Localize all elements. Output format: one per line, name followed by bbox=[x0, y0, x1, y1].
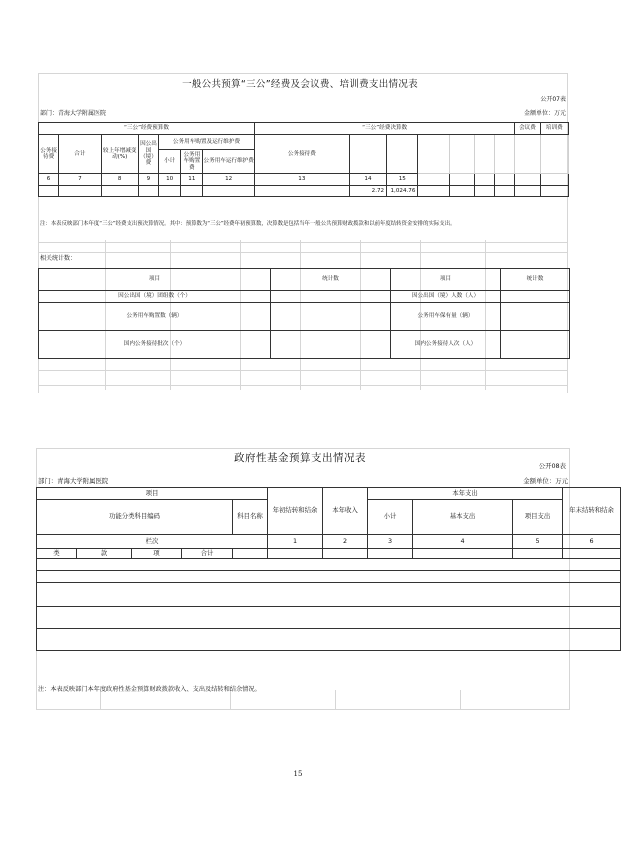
col-training: 培训费 bbox=[540, 123, 568, 135]
group-final: “三公”经费决算数 bbox=[254, 123, 514, 135]
page-number: 15 bbox=[293, 770, 303, 778]
stats-item: 国内公务接待批次（个） bbox=[39, 331, 271, 359]
num-cell: 1 bbox=[268, 535, 323, 549]
num-cell: 10 bbox=[159, 174, 181, 186]
stats-item: 因公出国（境）人数（人） bbox=[391, 291, 501, 303]
num-cell: 6 bbox=[563, 535, 621, 549]
stats-head-num: 统计数 bbox=[271, 269, 391, 291]
stats-item: 公务用车购置数（辆） bbox=[39, 303, 271, 331]
num-cell: 8 bbox=[101, 174, 138, 186]
h-start: 年初结转和结余 bbox=[268, 488, 323, 535]
num-cell: 3 bbox=[368, 535, 413, 549]
num-cell: 11 bbox=[181, 174, 203, 186]
table7-unit: 金额单位：万元 bbox=[523, 110, 566, 117]
h-project: 项目 bbox=[37, 488, 268, 500]
h-income: 本年收入 bbox=[323, 488, 368, 535]
col-vehicle-group: 公务用车购置及运行维护费 bbox=[159, 135, 255, 150]
stats-head-item: 项目 bbox=[39, 269, 271, 291]
table8-note: 注：本表反映部门本年度政府性基金预算财政拨款收入、支出及结转和结余情况。 bbox=[38, 686, 261, 693]
stats-label: 相关统计数： bbox=[40, 255, 77, 262]
stats-head-num: 统计数 bbox=[501, 269, 570, 291]
meeting-value: 2.72 bbox=[349, 186, 386, 197]
h-subtotal: 小计 bbox=[368, 500, 413, 535]
stats-item: 国内公务接待人次（人） bbox=[391, 331, 501, 359]
num-cell: 13 bbox=[254, 174, 349, 186]
stats-item: 因公出国（境）团组数（个） bbox=[39, 291, 271, 303]
table7-note: 注：本表反映部门本年度“三公”经费支出预决算情况。其中：预算数为“三公”经费年初预算数，决算数是包括当年一般公共预算财政拨款和以前年度结转资金安排的实际支出。 bbox=[40, 221, 456, 227]
table7-sanggong bbox=[38, 122, 569, 197]
stats-head-item: 项目 bbox=[391, 269, 501, 291]
training-value: 1,024.76 bbox=[387, 186, 418, 197]
num-cell: 12 bbox=[203, 174, 254, 186]
h-name: 科目名称 bbox=[233, 500, 268, 535]
num-cell: 7 bbox=[59, 174, 101, 186]
table8-unit: 金额单位：万元 bbox=[523, 477, 568, 485]
col-change: 较上年增减变动(%) bbox=[101, 135, 138, 174]
num-cell: 2 bbox=[323, 535, 368, 549]
col-meeting: 会议费 bbox=[515, 123, 540, 135]
col-subtotal: 小计 bbox=[159, 150, 181, 174]
num-cell: 6 bbox=[39, 174, 59, 186]
h-basic: 基本支出 bbox=[413, 500, 513, 535]
table7-code: 公开07表 bbox=[540, 96, 566, 103]
col-total: 合计 bbox=[59, 135, 101, 174]
num-cell: 4 bbox=[413, 535, 513, 549]
table7-title: 一般公共预算“三公”经费及会议费、培训费支出情况表 bbox=[182, 79, 418, 90]
num-cell: 14 bbox=[349, 174, 386, 186]
group-budget: “三公”经费预算数 bbox=[39, 123, 255, 135]
num-cell: 15 bbox=[387, 174, 418, 186]
stats-item: 公务用车保有量（辆） bbox=[391, 303, 501, 331]
h-kuan: 款 bbox=[77, 549, 132, 559]
col-reception: 公务接待费 bbox=[39, 135, 59, 174]
col-vehicle-run: 公务用车运行维护费 bbox=[203, 150, 254, 174]
table8-dept: 部门：青海大学附属医院 bbox=[38, 477, 109, 485]
h-xiang: 项 bbox=[132, 549, 182, 559]
h-expense: 本年支出 bbox=[368, 488, 563, 500]
table7-dept: 部门：青海大学附属医院 bbox=[40, 110, 107, 117]
h-total: 合计 bbox=[182, 549, 233, 559]
col-abroad: 因公出国（境）费 bbox=[138, 135, 158, 174]
h-proj: 项目支出 bbox=[513, 500, 563, 535]
num-cell: 5 bbox=[513, 535, 563, 549]
table8-code: 公开08表 bbox=[538, 462, 566, 470]
table8-fund bbox=[36, 487, 621, 651]
h-lei: 类 bbox=[37, 549, 77, 559]
col-vehicle-buy: 公务用车购置费 bbox=[181, 150, 203, 174]
num-cell: 9 bbox=[138, 174, 158, 186]
h-end: 年末结转和结余 bbox=[563, 488, 621, 535]
h-func: 功能分类科目编码 bbox=[37, 500, 233, 535]
col-reception2: 公务接待费 bbox=[254, 135, 349, 174]
h-lanci: 栏次 bbox=[37, 535, 268, 549]
stats-table bbox=[38, 268, 570, 359]
table8-title: 政府性基金预算支出情况表 bbox=[234, 452, 366, 464]
